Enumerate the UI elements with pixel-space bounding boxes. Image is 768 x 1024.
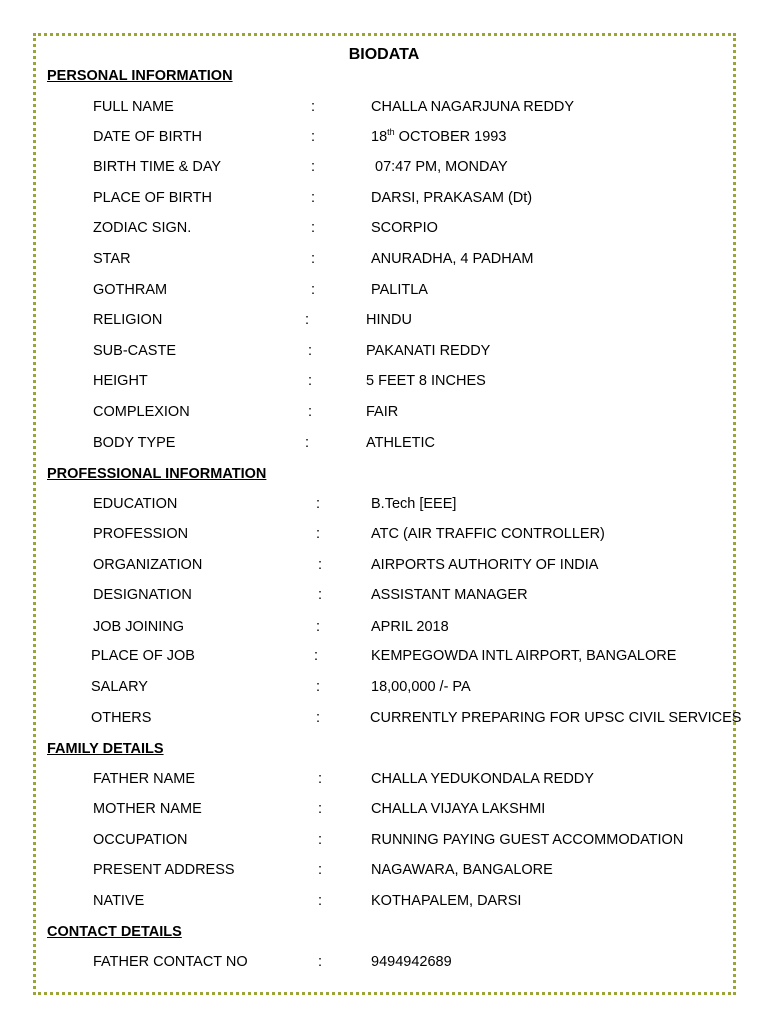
field-value: 9494942689 xyxy=(371,954,452,970)
professional-row-profession xyxy=(0,526,768,548)
family-row-mother-name xyxy=(0,801,768,823)
field-separator: : xyxy=(318,862,323,878)
family-row-native xyxy=(0,893,768,915)
field-separator: : xyxy=(316,496,321,512)
field-label: ZODIAC SIGN. xyxy=(93,220,192,236)
field-label: NATIVE xyxy=(93,893,145,909)
field-separator: : xyxy=(311,159,316,175)
field-value: CHALLA YEDUKONDALA REDDY xyxy=(371,771,594,787)
personal-row-religion xyxy=(0,312,768,334)
field-label: ORGANIZATION xyxy=(93,557,203,573)
field-label: FATHER CONTACT NO xyxy=(93,954,248,970)
document-title: BIODATA xyxy=(348,46,420,63)
field-value: ANURADHA, 4 PADHAM xyxy=(371,251,534,267)
section-heading-personal: PERSONAL INFORMATION xyxy=(47,68,233,84)
personal-row-height xyxy=(0,373,768,395)
field-separator: : xyxy=(316,526,321,542)
field-separator: : xyxy=(318,954,323,970)
field-value: HINDU xyxy=(366,312,412,328)
field-separator: : xyxy=(318,832,323,848)
field-label: JOB JOINING xyxy=(93,619,185,635)
field-separator: : xyxy=(308,373,313,389)
field-value: NAGAWARA, BANGALORE xyxy=(371,862,553,878)
field-separator: : xyxy=(314,648,319,664)
contact-row-father-contact xyxy=(0,954,768,976)
family-row-father-name xyxy=(0,771,768,793)
professional-row-designation xyxy=(0,587,768,609)
field-label: OCCUPATION xyxy=(93,832,188,848)
field-label: STAR xyxy=(93,251,131,267)
field-label: DESIGNATION xyxy=(93,587,192,603)
field-separator: : xyxy=(308,343,313,359)
field-value: PALITLA xyxy=(371,282,428,298)
field-value: FAIR xyxy=(366,404,399,420)
section-heading-professional: PROFESSIONAL INFORMATION xyxy=(47,466,267,482)
field-value: APRIL 2018 xyxy=(371,619,449,635)
family-row-present-address xyxy=(0,862,768,884)
personal-row-body-type xyxy=(0,435,768,457)
field-separator: : xyxy=(318,587,323,603)
field-label: BODY TYPE xyxy=(93,435,176,451)
field-value: ATHLETIC xyxy=(366,435,436,451)
field-value: RUNNING PAYING GUEST ACCOMMODATION xyxy=(371,832,684,848)
family-row-occupation xyxy=(0,832,768,854)
field-label: FULL NAME xyxy=(93,99,174,115)
field-value: KOTHAPALEM, DARSI xyxy=(371,893,522,909)
professional-row-others xyxy=(0,710,768,732)
field-separator: : xyxy=(311,190,316,206)
field-value: CHALLA VIJAYA LAKSHMI xyxy=(371,801,546,817)
personal-row-date-of-birth xyxy=(0,129,768,151)
field-separator: : xyxy=(311,129,316,145)
professional-row-place-of-job xyxy=(0,648,768,670)
field-separator: : xyxy=(318,771,323,787)
field-separator: : xyxy=(316,679,321,695)
field-separator: : xyxy=(311,99,316,115)
field-label: RELIGION xyxy=(93,312,163,328)
professional-row-salary xyxy=(0,679,768,701)
field-separator: : xyxy=(311,251,316,267)
field-label: PLACE OF BIRTH xyxy=(93,190,212,206)
field-value: PAKANATI REDDY xyxy=(366,343,491,359)
field-value: 5 FEET 8 INCHES xyxy=(366,373,486,389)
personal-row-zodiac xyxy=(0,220,768,242)
field-value: DARSI, PRAKASAM (Dt) xyxy=(371,190,533,206)
field-separator: : xyxy=(308,404,313,420)
field-separator: : xyxy=(305,435,310,451)
field-separator: : xyxy=(318,557,323,573)
field-value: KEMPEGOWDA INTL AIRPORT, BANGALORE xyxy=(371,648,677,664)
personal-row-gothram xyxy=(0,282,768,304)
dob-month-year: OCTOBER 1993 xyxy=(394,129,507,145)
field-label: PROFESSION xyxy=(93,526,189,542)
professional-row-education xyxy=(0,496,768,518)
field-separator: : xyxy=(316,710,321,726)
professional-row-organization xyxy=(0,557,768,579)
personal-row-sub-caste xyxy=(0,343,768,365)
field-separator: : xyxy=(318,801,323,817)
field-separator: : xyxy=(305,312,310,328)
dob-day: 18 xyxy=(371,129,388,145)
field-value: SCORPIO xyxy=(371,220,438,236)
personal-row-complexion xyxy=(0,404,768,426)
field-value: 07:47 PM, MONDAY xyxy=(371,159,508,175)
field-label: SUB-CASTE xyxy=(93,343,176,359)
field-value: 18,00,000 /- PA xyxy=(371,679,471,695)
field-label: MOTHER NAME xyxy=(93,801,202,817)
field-value: B.Tech [EEE] xyxy=(371,496,457,512)
personal-row-birth-time xyxy=(0,159,768,181)
section-heading-family: FAMILY DETAILS xyxy=(47,741,164,757)
field-separator: : xyxy=(311,220,316,236)
field-label: SALARY xyxy=(91,679,148,695)
field-label: PRESENT ADDRESS xyxy=(93,862,235,878)
field-value: ASSISTANT MANAGER xyxy=(371,587,528,603)
field-label: OTHERS xyxy=(91,710,152,726)
field-label: BIRTH TIME & DAY xyxy=(93,159,222,175)
field-label: FATHER NAME xyxy=(93,771,196,787)
dob-ordinal-suffix: th xyxy=(387,127,395,138)
field-separator: : xyxy=(318,893,323,909)
field-label: COMPLEXION xyxy=(93,404,190,420)
field-label: EDUCATION xyxy=(93,496,178,512)
field-label: PLACE OF JOB xyxy=(91,648,195,664)
field-label: DATE OF BIRTH xyxy=(93,129,203,145)
field-separator: : xyxy=(311,282,316,298)
personal-row-star xyxy=(0,251,768,273)
personal-row-place-of-birth xyxy=(0,190,768,212)
field-label: GOTHRAM xyxy=(93,282,168,298)
field-value: CURRENTLY PREPARING FOR UPSC CIVIL SERVICES xyxy=(370,710,742,726)
field-value: CHALLA NAGARJUNA REDDY xyxy=(371,99,575,115)
professional-row-job-joining xyxy=(0,619,768,641)
field-value: AIRPORTS AUTHORITY OF INDIA xyxy=(371,557,599,573)
field-value xyxy=(371,129,506,145)
field-value: ATC (AIR TRAFFIC CONTROLLER) xyxy=(371,526,605,542)
field-label: HEIGHT xyxy=(93,373,148,389)
personal-row-full-name xyxy=(0,99,768,121)
section-heading-contact: CONTACT DETAILS xyxy=(47,924,182,940)
field-separator: : xyxy=(316,619,321,635)
